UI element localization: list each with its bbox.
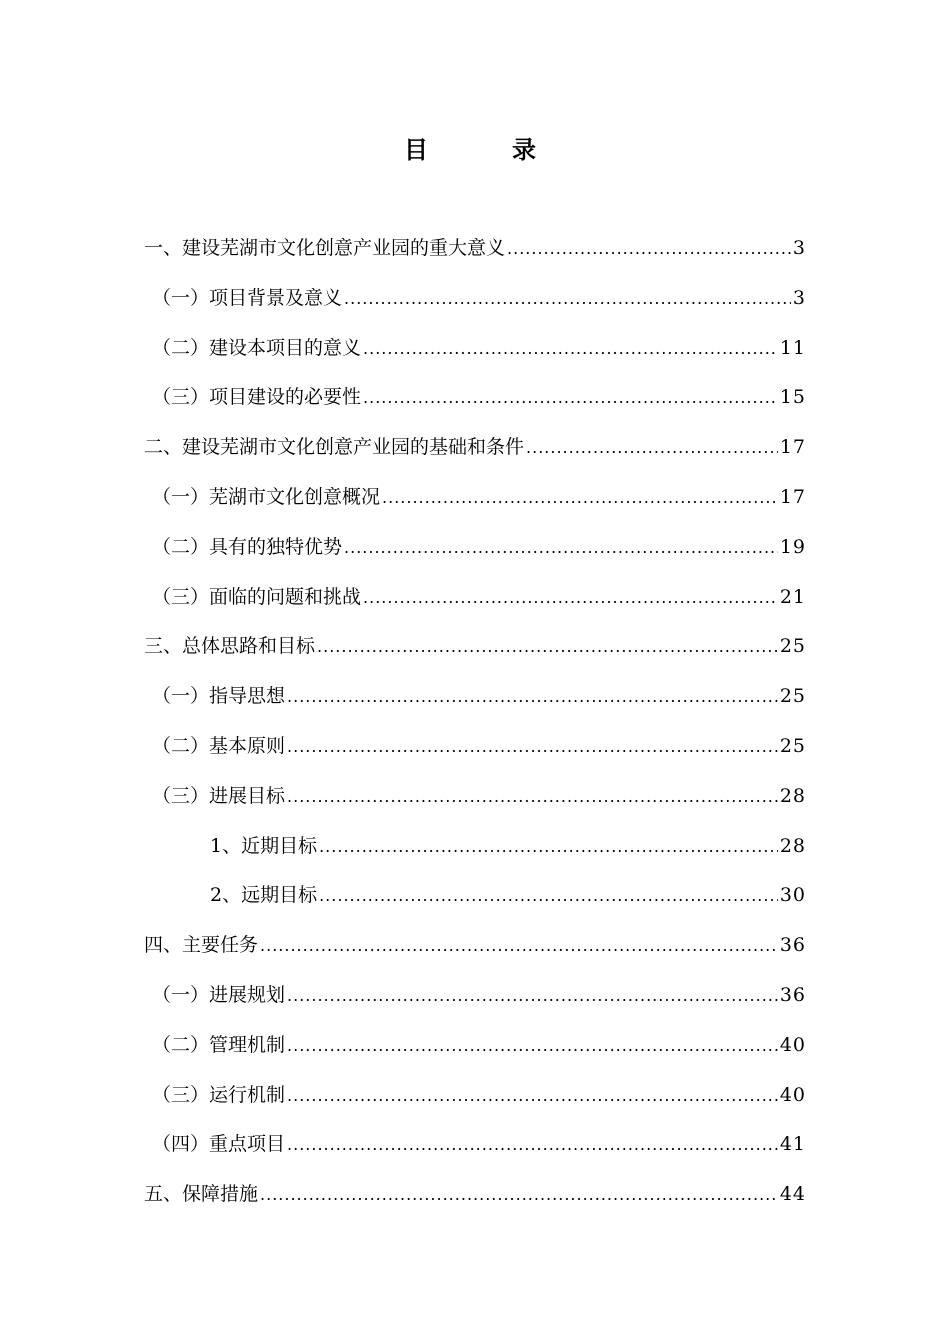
- toc-dot-leader: [287, 1125, 778, 1165]
- toc-entry-page-number: 25: [779, 734, 806, 757]
- toc-dot-leader: [317, 627, 778, 667]
- toc-entry-label: 2、远期目标: [210, 884, 318, 907]
- toc-dot-leader: [260, 926, 778, 966]
- toc-entry-page-number: 30: [779, 884, 806, 907]
- toc-entry-label: 四、主要任务: [144, 934, 259, 957]
- toc-entry-page-number: 36: [779, 983, 806, 1006]
- toc-entry-label: （一）项目背景及意义: [152, 286, 343, 309]
- toc-entry-label: （二）管理机制: [152, 1033, 286, 1056]
- toc-entry-label: 五、保障措施: [144, 1183, 259, 1206]
- toc-dot-leader: [319, 876, 778, 916]
- toc-dot-leader: [382, 478, 778, 518]
- toc-dot-leader: [344, 528, 778, 568]
- toc-entry-label: （一）进展规划: [152, 983, 286, 1006]
- toc-entry-page-number: 41: [779, 1133, 806, 1156]
- toc-entry[interactable]: [144, 577, 806, 627]
- toc-entry-label: （四）重点项目: [152, 1133, 286, 1156]
- toc-entry-label: （二）具有的独特优势: [152, 535, 343, 558]
- toc-entry-page-number: 28: [779, 784, 806, 807]
- toc-entry-page-number: 28: [779, 834, 806, 857]
- toc-dot-leader: [526, 428, 778, 468]
- toc-dot-leader: [287, 1026, 778, 1066]
- toc-entry-page-number: 19: [779, 535, 806, 558]
- toc-dot-leader: [260, 1175, 778, 1215]
- toc-entry-label: 一、建设芜湖市文化创意产业园的重大意义: [144, 237, 506, 259]
- toc-entry-page-number: 21: [779, 585, 806, 608]
- toc-entry[interactable]: [144, 477, 806, 527]
- toc-dot-leader: [363, 378, 778, 418]
- toc-entry-page-number: 25: [779, 685, 806, 708]
- toc-entry-label: 二、建设芜湖市文化创意产业园的基础和条件: [144, 436, 525, 459]
- toc-entry-label: （一）指导思想: [152, 685, 286, 708]
- toc-dot-leader: [363, 329, 778, 369]
- toc-entry[interactable]: [144, 527, 806, 577]
- toc-dot-leader: [287, 976, 778, 1016]
- toc-entry-label: （三）运行机制: [152, 1083, 286, 1106]
- toc-entry-page-number: 25: [779, 635, 806, 658]
- toc-entry[interactable]: [144, 1025, 806, 1075]
- toc-entry[interactable]: [144, 278, 806, 328]
- toc-list: [144, 228, 806, 1224]
- toc-entry-page-number: 3: [792, 237, 806, 259]
- toc-entry[interactable]: [144, 776, 806, 826]
- toc-entry[interactable]: [144, 726, 806, 776]
- toc-entry-page-number: 11: [779, 336, 806, 359]
- toc-entry-page-number: 17: [779, 436, 806, 459]
- toc-entry-label: （三）面临的问题和挑战: [152, 585, 362, 608]
- toc-entry-page-number: 17: [779, 485, 806, 508]
- toc-entry[interactable]: [144, 1124, 806, 1174]
- toc-entry-label: 三、总体思路和目标: [144, 635, 316, 658]
- toc-title: 目 录: [404, 136, 566, 164]
- toc-entry-label: （一）芜湖市文化创意概况: [152, 485, 381, 508]
- toc-dot-leader: [344, 279, 791, 319]
- toc-entry-label: （二）建设本项目的意义: [152, 336, 362, 359]
- toc-dot-leader: [287, 1076, 778, 1116]
- toc-entry-label: （二）基本原则: [152, 734, 286, 757]
- toc-entry-page-number: 3: [792, 286, 806, 309]
- toc-entry[interactable]: [144, 328, 806, 378]
- toc-entry-page-number: 15: [779, 386, 806, 409]
- toc-entry-label: 1、近期目标: [210, 834, 318, 857]
- toc-entry[interactable]: [144, 875, 806, 925]
- toc-entry-label: （三）进展目标: [152, 784, 286, 807]
- toc-entry-label: （三）项目建设的必要性: [152, 386, 362, 409]
- toc-entry-page-number: 36: [779, 934, 806, 957]
- toc-entry[interactable]: [144, 975, 806, 1025]
- toc-dot-leader: [287, 677, 778, 717]
- toc-entry[interactable]: [144, 925, 806, 975]
- toc-entry[interactable]: [144, 1075, 806, 1125]
- toc-dot-leader: [287, 777, 778, 817]
- toc-entry-page-number: 40: [779, 1033, 806, 1056]
- toc-dot-leader: [287, 727, 778, 767]
- toc-entry-page-number: 44: [779, 1183, 806, 1206]
- toc-entry[interactable]: [144, 228, 806, 278]
- toc-entry[interactable]: [144, 626, 806, 676]
- toc-entry[interactable]: [144, 676, 806, 726]
- toc-entry[interactable]: [144, 427, 806, 477]
- toc-entry[interactable]: [144, 377, 806, 427]
- toc-entry[interactable]: [144, 1174, 806, 1224]
- toc-dot-leader: [363, 578, 778, 618]
- toc-dot-leader: [319, 827, 778, 867]
- toc-entry-page-number: 40: [779, 1083, 806, 1106]
- toc-dot-leader: [507, 229, 791, 269]
- toc-entry[interactable]: [144, 826, 806, 876]
